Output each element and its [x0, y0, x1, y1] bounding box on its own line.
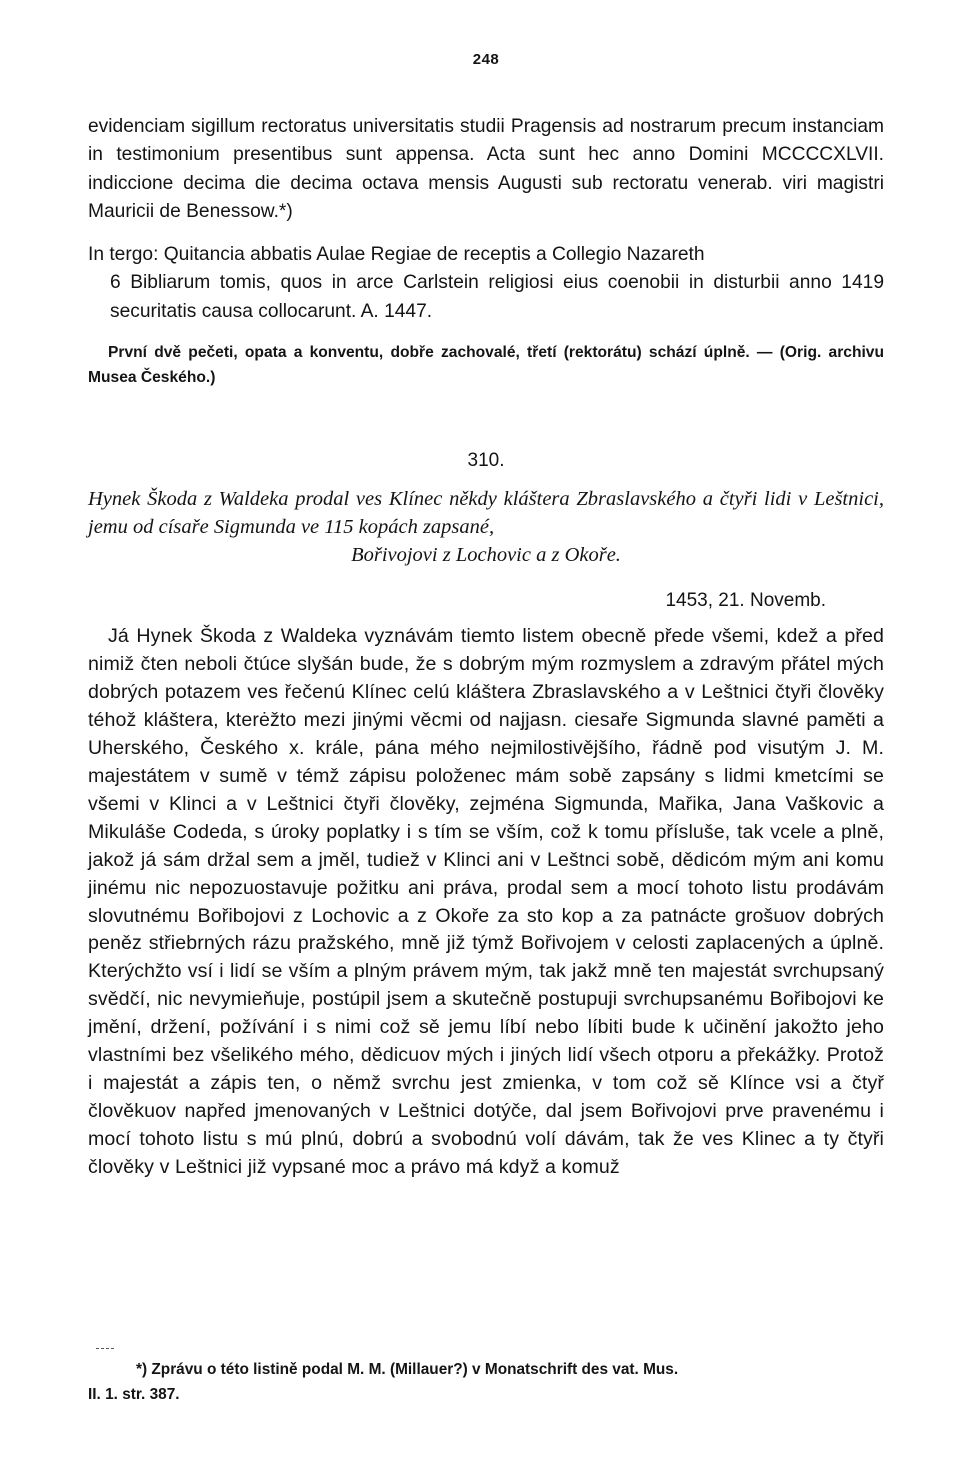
page-number: 248	[472, 51, 500, 68]
in-tergo-continuation: 6 Bibliarum tomis, quos in arce Carlstein religiosi eius coenobii in disturbii anno 1419 securitatis causa collocarunt. A. 1447.	[110, 272, 884, 322]
seal-description: První dvě pečeti, opata a konventu, dobře zachovalé, třetí (rektorátu) schází úplně. — (Orig. archivu Musea Českého.)	[88, 344, 884, 386]
in-tergo-first-line: In tergo: Quitancia abbatis Aulae Regiae de receptis a Collegio Nazareth	[88, 244, 705, 265]
document-body	[88, 623, 884, 1182]
regest-last-line: Bořivojovi z Lochovic a z Okoře.	[351, 544, 621, 566]
in-tergo-note	[88, 241, 884, 326]
regest-main: Hynek Škoda z Waldeka prodal ves Klínec někdy kláštera Zbraslavského a čtyři lidi v Leštnici, jemu od císaře Sigmunda ve 115 kopách zapsané,	[88, 488, 884, 538]
footnote-line-2: II. 1. str. 387.	[88, 1386, 180, 1403]
document-number: 310.	[467, 450, 505, 471]
document-date: 1453, 21. Novemb.	[665, 590, 826, 611]
footnote-line-1: *) Zprávu o této listině podal M. M. (Millauer?) v Monatschrift des vat. Mus.	[136, 1361, 679, 1378]
footnote-separator	[96, 1348, 114, 1349]
document-regest	[88, 485, 884, 569]
footnote	[88, 1357, 884, 1407]
body-paragraph: Já Hynek Škoda z Waldeka vyznávám tiemto listem obecně přede všemi, kdež a před nimiž čten neboli čtúce slyšán bude, že s dobrým mým rozmyslem a zdravým přátel mých dobrých potazem ves řečenú Klínec celú kláštera Zbraslavského a v Leštnici čtyři člověky téhož kláštera, kterėžto mezi jinými věcmi od najjasn. ciesaře Sigmunda slavné paměti a Uherského, Českého x. krále, pána mého nejmilostivějšího, řádně pod visutým J. M. majestátem v sumě v témž zápisu položenec mám sobě zapsány s lidmi kmetcími se všemi v Klinci a v Leštnici čtyři člověky, zejména Sigmunda, Mařika, Jana Vaškovic a Mikuláše Codeda, s úroky poplatky i s tím se vším, což k tomu přísluše, tak vcele a plně, jakož já sám držal sem a jměl, tudiež v Klinci ani v Leštnci sobě, dědicóm mým ani komu jinému nic nepozuostavuje požitku ani práva, prodal sem a mocí tohoto listu prodávám slovutnému Bořibojovi z Lochovic a z Okoře za sto kop a za patnácte grošuov dobrých peněz střiebrných rázu pražského, mně již týmž Bořivojem v celosti zaplacených a úplně. Kterýchžto vsí i lidí se vším a plným právem mým, tak jakž mně ten majestát svrchupsaný svědčí, nic nevymieňuje, postúpil jsem a skutečně postupuji svrchupsanému Bořibojovi ke jmění, držení, požívání i s nimi což sě jemu líbí nebo líbiti bude k učinění jakožto jeho vlastními bez všelikého mého, dědicuov mých i jiných lidí všech otporu a překážky. Protož i majestát a zápis ten, o němž svrchu jest zmienka, v tom což sě Klínce vsi a čtyř člověkuov napřed jmenovaných v Leštnici dotýče, dal jsem Bořivojovi prve pravenému i mocí tohoto listu s mú plnú, dobrú a svobodnú volí dávám, tak že ves Klinec a ty čtyři člověky v Leštnici již vypsané moc a právo má když a komuž	[88, 625, 884, 1179]
intro-paragraph: evidenciam sigillum rectoratus universitatis studii Pragensis ad nostrarum precum instanciam in testimonium presentibus sunt appensa. Acta sunt hec anno Domini MCCCCXLVII. indiccione decima die decima octava mensis Augusti sub rectoratu venerab. viri magistri Mauricii de Benessow.*)	[88, 116, 884, 222]
